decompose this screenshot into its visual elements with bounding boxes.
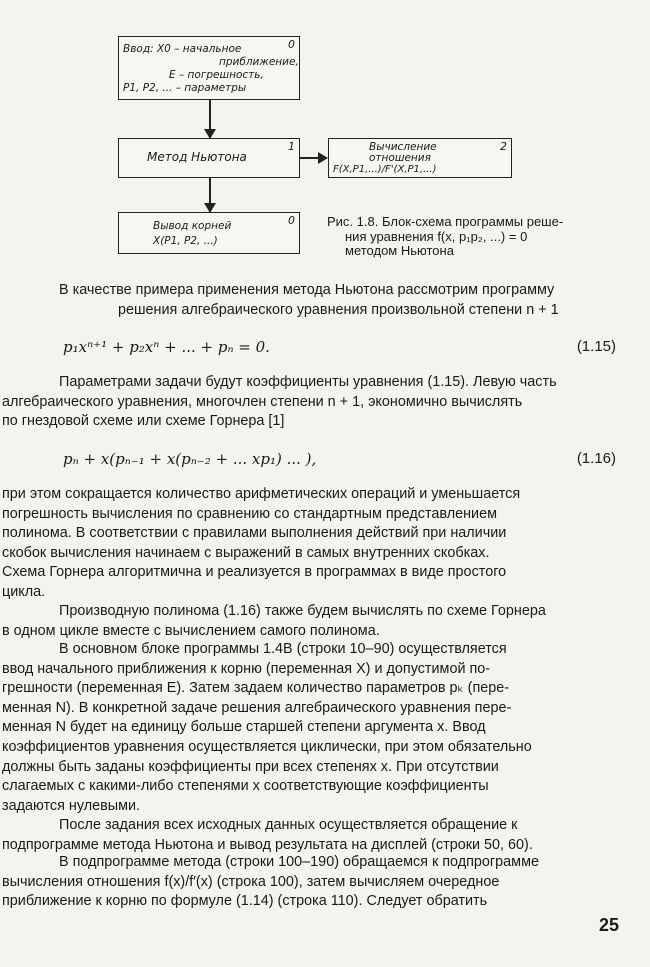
equation-1-15: [59, 338, 616, 360]
paragraph-4: [2, 602, 616, 641]
text-line: В подпрограмме метода (строки 100–190) обращаемся к подпрограмме: [59, 854, 539, 870]
text-line: менная N). В конкретной задаче решения алгебраического уравнения пере-: [2, 699, 512, 716]
ratio-line-3: F(X,P1,...)/F'(X,P1,...): [333, 164, 437, 175]
text-line: решения алгебраического уравнения произвольной степени n + 1: [118, 301, 559, 318]
text-line: грешности (переменная E). Затем задаем количество параметров pₖ (пере-: [2, 680, 510, 697]
paragraph-5: [2, 640, 616, 816]
text-line: слагаемых с какими-либо степенями x соответствующие коэффициенты: [2, 778, 489, 795]
text-line: вычисления отношения f(x)/f′(x) (строка 100), затем вычисляем очередное: [2, 873, 500, 890]
text-line: менная N будет на единицу больше старшей степени аргумента x. Ввод: [2, 719, 486, 736]
text-line: Параметрами задачи будут коэффициенты уравнения (1.15). Левую часть: [59, 374, 557, 390]
ratio-line-2: отношения: [369, 152, 431, 164]
text-line: ввод начального приближения к корню (переменная X) и допустимой по-: [2, 660, 491, 677]
paragraph-7: [2, 853, 616, 912]
output-block: [118, 212, 300, 254]
text-line: алгебраического уравнения, многочлен степени n + 1, экономично вычислять: [2, 393, 523, 410]
caption-line: методом Ньютона: [345, 243, 454, 258]
equation-formula: pₙ + x(pₙ₋₁ + x(pₙ₋₂ + ... xp₁) ... ),: [63, 450, 317, 468]
paragraph-1: [59, 281, 616, 320]
text-line: полинома. В соответствии с правилами выполнения действий при наличии: [2, 525, 507, 542]
text-line: приближение к корню по формуле (1.14) (строка 110). Следует обратить: [2, 893, 488, 910]
text-line: погрешность вычисления по сравнению со стандартным представлением: [2, 505, 497, 522]
newton-method-block: [118, 138, 300, 178]
equation-number: (1.16): [576, 450, 616, 467]
text-line: В качестве примера применения метода Ньютона рассмотрим программу: [59, 282, 555, 298]
block-number: 2: [500, 140, 507, 153]
caption-line: ния уравнения f(x, p₁p₂, ...) = 0: [345, 228, 528, 244]
paragraph-2: [2, 373, 616, 432]
text-line: при этом сокращается количество арифметических операций и уменьшается: [2, 486, 521, 502]
newton-label: Метод Ньютона: [147, 150, 247, 164]
caption-line: Рис. 1.8. Блок-схема программы реше-: [327, 214, 564, 229]
equation-number: (1.15): [576, 338, 616, 355]
text-line: подпрограмме метода Ньютона и вывод результата на дисплей (строки 50, 60).: [2, 836, 533, 853]
block-number: 0: [288, 214, 295, 227]
block-number: 0: [288, 38, 295, 51]
ratio-block: [328, 138, 512, 178]
input-block: [118, 36, 300, 100]
output-line-1: Вывод корней: [153, 220, 232, 232]
output-line-2: X(P1, P2, ...): [153, 235, 218, 247]
text-line: Схема Горнера алгоритмична и реализуется в программах в виде простого: [2, 564, 507, 581]
input-line-4: P1, P2, ... – параметры: [123, 82, 247, 94]
figure-caption: [327, 215, 617, 259]
input-line-3: E – погрешность,: [169, 69, 264, 81]
paragraph-6: [2, 816, 616, 855]
text-line: После задания всех исходных данных осуществляется обращение к: [59, 817, 518, 833]
input-line-1: Ввод: X0 – начальное: [123, 43, 242, 55]
equation-1-16: [59, 450, 616, 472]
text-line: коэффициентов уравнения осуществляется циклически, при этом обязательно: [2, 738, 532, 755]
page-number: 25: [598, 915, 619, 935]
text-line: должны быть заданы коэффициенты при всех степенях x. При отсутствии: [2, 758, 499, 775]
block-number: 1: [288, 140, 295, 153]
input-line-2: приближение,: [219, 56, 299, 68]
arrow-right-icon: [318, 152, 328, 164]
text-line: Производную полинома (1.16) также будем вычислять по схеме Горнера: [59, 603, 546, 619]
ratio-line-1: Вычисление: [369, 141, 437, 153]
text-line: скобок вычисления начинаем с выражений в самых внутренних скобках.: [2, 544, 490, 561]
equation-formula: p₁xⁿ⁺¹ + p₂xⁿ + ... + pₙ = 0.: [63, 338, 270, 356]
text-line: по гнездовой схеме или схеме Горнера [1]: [2, 413, 285, 430]
text-line: в одном цикле вместе с вычислением самого полинома.: [2, 622, 380, 639]
connector-line: [300, 157, 320, 159]
paragraph-3: [2, 485, 616, 603]
text-line: задаются нулевыми.: [2, 797, 141, 814]
text-line: В основном блоке программы 1.4В (строки 10–90) осуществляется: [59, 641, 507, 657]
text-line: цикла.: [2, 583, 46, 600]
